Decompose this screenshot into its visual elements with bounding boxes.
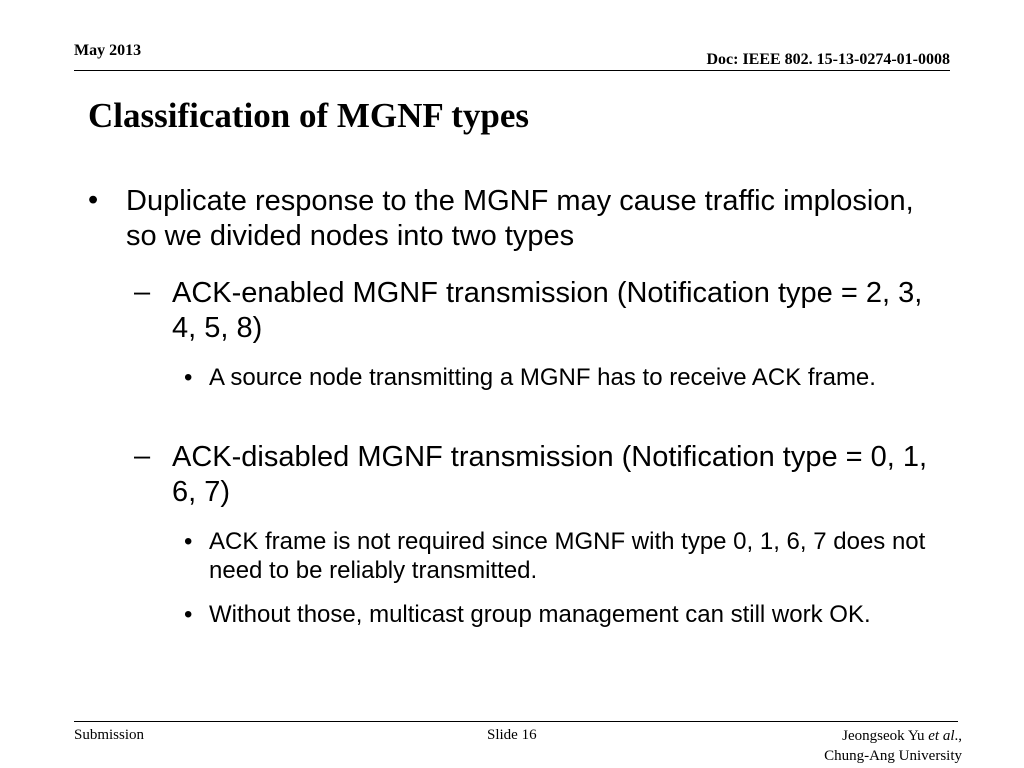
footer-affiliation: Chung-Ang University xyxy=(824,747,962,764)
footer-submission: Submission xyxy=(74,727,145,743)
footer-slide-number: Slide 16 xyxy=(487,727,537,743)
header-rule xyxy=(74,70,950,71)
bullet-text-level3: Without those, multicast group management can still work OK. xyxy=(209,601,871,628)
author-name: Jeongseok Yu xyxy=(842,728,925,744)
header-doc-id: Doc: IEEE 802. 15-13-0274-01-0008 xyxy=(706,51,950,68)
bullet-text-level3: ACK frame is not required since MGNF with type 0, 1, 6, 7 does not need to be reliably transmitted. xyxy=(209,528,926,584)
header-date: May 2013 xyxy=(74,42,142,59)
bullet-text-level3: A source node transmitting a MGNF has to receive ACK frame. xyxy=(209,364,876,391)
bullet-marker: • xyxy=(184,364,193,391)
dash-marker: – xyxy=(134,276,151,308)
author-punct: ., xyxy=(954,728,962,744)
footer-author xyxy=(824,727,962,766)
footer-rule xyxy=(74,721,958,722)
bullet-text-level2: ACK-disabled MGNF transmission (Notification type = 0, 1, 6, 7) xyxy=(172,441,928,508)
footer-author-line xyxy=(824,727,962,747)
bullet-text-level2: ACK-enabled MGNF transmission (Notification type = 2, 3, 4, 5, 8) xyxy=(172,277,923,344)
dash-marker: – xyxy=(134,440,151,472)
bullet-text-level1: Duplicate response to the MGNF may cause traffic implosion, so we divided nodes into two types xyxy=(126,185,914,252)
slide-title: Classification of MGNF types xyxy=(88,96,530,135)
bullet-marker: • xyxy=(184,528,193,555)
bullet-marker: • xyxy=(184,601,193,628)
bullet-marker: • xyxy=(88,184,99,216)
author-etal: et al xyxy=(928,728,955,744)
